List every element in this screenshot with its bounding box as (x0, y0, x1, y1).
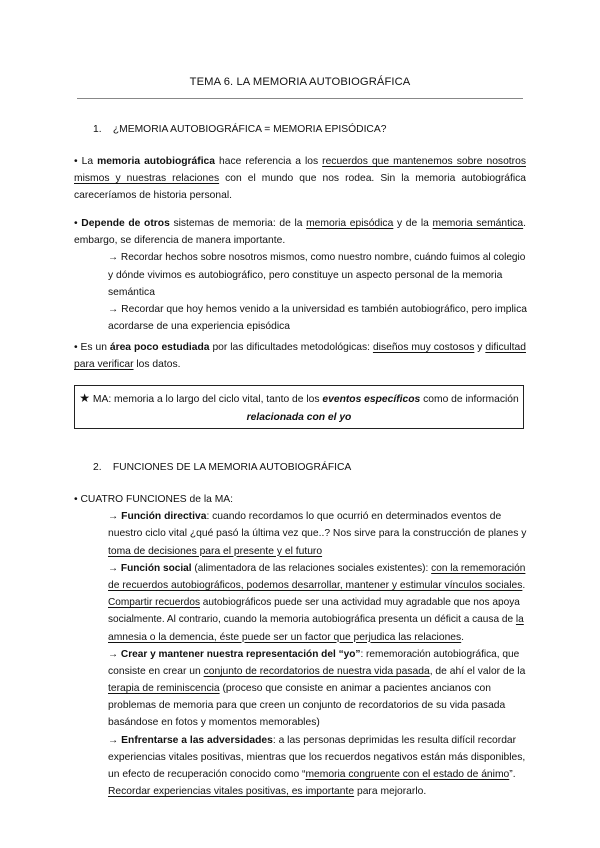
summary-box: ★ MA: memoria a lo largo del ciclo vital, tanto de los eventos específicos como de información relacionada con el yo (74, 385, 524, 429)
paragraph-depends: • Depende de otros sistemas de memoria: de la memoria episódica y de la memoria semántica. embargo, se diferencia de manera importante. → Recordar hechos sobre nosotros mismos, como nuestro nombre, cuándo fuimos al colegio y dónde vivimos es autobiográfico, pero constituye un aspecto personal de la memoria semántica → Recordar que hoy hemos venido a la universidad es también autobiográfico, pero implica acordarse de una experiencia episódica (74, 218, 527, 333)
underlined-phrase: dificultad (485, 342, 526, 353)
underlined-phrase: Recordar experiencias vitales positivas, es importante (108, 786, 355, 798)
page-title: TEMA 6. LA MEMORIA AUTOBIOGRÁFICA (189, 76, 411, 88)
section-title: ¿MEMORIA AUTOBIOGRÁFICA = MEMORIA EPISÓDICA? (112, 124, 387, 135)
underlined-phrase: con la rememoración (431, 562, 526, 574)
paragraph-little-studied: • Es un área poco estudiada por las dificultades metodológicas: diseños muy costosos y dificultad para verificar los datos. (74, 342, 526, 371)
underlined-phrase: amnesia o la demencia, éste puede ser un factor que perjudica las relaciones (108, 631, 462, 643)
key-term: eventos específicos (322, 394, 421, 405)
arrow-point: → Recordar hechos sobre nosotros mismos, como nuestro nombre, cuándo fuimos al colegio (108, 252, 526, 264)
function-directive: → Función directiva: cuando recordamos lo que ocurrió en determinados eventos de (108, 511, 502, 523)
function-name: Función directiva (121, 511, 207, 523)
section-number: 2. (93, 462, 102, 473)
star-icon: ★ (79, 391, 91, 405)
key-term: Depende de otros (81, 218, 170, 229)
underlined-phrase: para verificar (74, 359, 134, 371)
underlined-phrase: la (515, 614, 524, 626)
function-name: Enfrentarse a las adversidades (121, 734, 273, 746)
section-heading-2 (93, 462, 351, 473)
section-heading-1 (93, 124, 386, 135)
underlined-phrase: Compartir recuerdos (108, 597, 200, 609)
underlined-phrase: toma de decisiones para el presente y el futuro (108, 545, 323, 557)
arrow-point: → Recordar que hoy hemos venido a la universidad es también autobiográfico, pero implica (108, 303, 527, 315)
function-self-representation: → Crear y mantener nuestra representación del “yo”: rememoración autobiográfica, que (108, 648, 520, 660)
bullet: • (74, 218, 78, 229)
function-adversity: → Enfrentarse a las adversidades: a las personas deprimidas les resulta difícil recordar (108, 734, 517, 746)
underlined-phrase: de recuerdos autobiográficos, podemos desarrollar, mantener y estimular vínculos sociales (108, 579, 523, 591)
underlined-phrase: memoria episódica (306, 218, 394, 229)
underlined-phrase: mismos y nuestras relaciones (74, 173, 220, 185)
functions-list: • CUATRO FUNCIONES de la MA: → Función directiva: cuando recordamos lo que ocurrió en determinados eventos de nuestro ciclo vital ¿qué pasó la última vez que..? Nos sirve para la construcción de planes y toma de decisiones para el presente y el futuro → Función social (alimentadora de las relaciones sociales existentes): con la rememoración de recuerdos autobiográficos, podemos desarrollar, mantener y estimular vínculos sociales. Compartir recuerdos autobiográficos puede ser una actividad muy agradable que nos apoya socialmente. Al contrario, cuando la memoria autobiográfica presenta un déficit a causa de la amnesia o la demencia, éste puede ser un factor que perjudica las relaciones. → Crear y mantener nuestra representación del “yo”: rememoración autobiográfica, que consiste en crear un conjunto de recordatorios de nuestra vida pasada, de ahí el valor de la terapia de reminiscencia (proceso que consiste en animar a pacientes ancianos con problemas de memoria para que creen un conjunto de recordatorios de su vida pasada basándose en fotos y momentos memorables) → Enfrentarse a las adversidades: a las personas deprimidas les resulta difícil recordar experiencias vitales positivas, mientras que los recuerdos negativos están más disponibles, un efecto de recuperación conocido como “memoria congruente con el estado de ánimo”. Recordar experiencias vitales positivas, es importante para mejorarlo. (74, 491, 526, 800)
underlined-phrase: recuerdos que mantenemos sobre nosotros (322, 156, 526, 167)
underlined-phrase: diseños muy costosos (372, 342, 475, 353)
section-title: FUNCIONES DE LA MEMORIA AUTOBIOGRÁFICA (112, 462, 352, 473)
function-name: Crear y mantener nuestra representación del “yo” (120, 648, 361, 660)
underlined-phrase: memoria semántica (432, 218, 524, 229)
key-term: memoria autobiográfica (97, 156, 216, 167)
underlined-phrase: conjunto de recordatorios de nuestra vida pasada (203, 665, 430, 677)
function-name: Función social (120, 562, 192, 574)
function-social: → Función social (alimentadora de las relaciones sociales existentes): con la rememoración (108, 562, 526, 574)
title-divider (77, 98, 523, 99)
key-term: relacionada con el yo (246, 411, 352, 423)
underlined-phrase: terapia de reminiscencia (108, 683, 220, 695)
underlined-phrase: memoria congruente con el estado de ánimo (305, 769, 510, 780)
bullet: • (74, 156, 78, 167)
section-number: 1. (93, 124, 102, 135)
key-term: área poco estudiada (109, 342, 210, 353)
paragraph-ma-definition: • La memoria autobiográfica hace referencia a los recuerdos que mantenemos sobre nosotros mismos y nuestras relaciones con el mundo que nos rodea. Sin la memoria autobiográfica careceríamos de historia personal. (74, 156, 526, 202)
bullet: • (74, 342, 78, 353)
functions-intro: • CUATRO FUNCIONES de la MA: (74, 494, 234, 505)
